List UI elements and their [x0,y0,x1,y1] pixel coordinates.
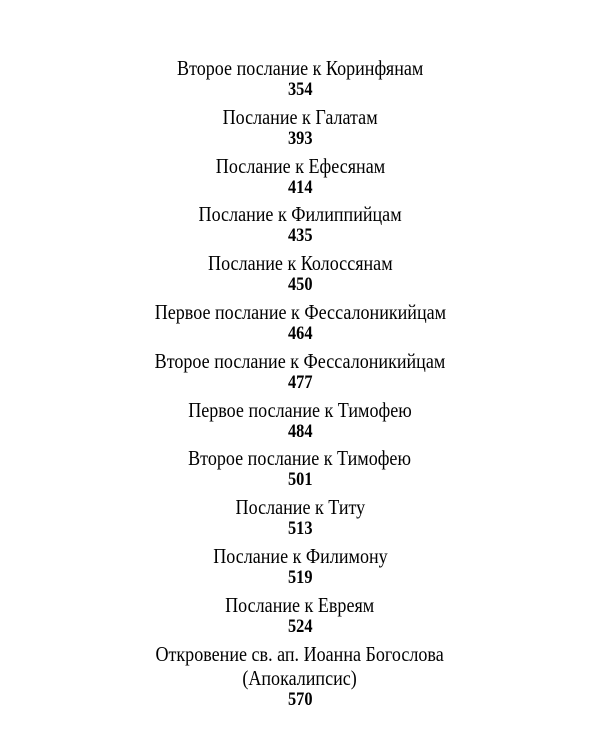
toc-entry-2-thessalonians [131,349,469,398]
toc-entry-title: Первое послание к Тимофею [188,397,412,422]
toc-entry-page: 477 [287,371,313,393]
toc-entry-page: 414 [287,176,313,198]
toc-entry-titus [225,495,376,544]
toc-entry-title: Первое послание к Фессалоникийцам [154,299,446,324]
toc-entry-page: 484 [287,420,313,442]
toc-entry-title: Второе послание к Фессалоникийцам [154,348,446,373]
toc-entry-galatians [210,105,390,154]
toc-entry-page: 501 [287,469,313,491]
toc-entry-page: 393 [287,127,313,149]
toc-entry-ephesians [202,154,399,203]
toc-entry-2-corinthians [157,56,443,105]
toc-entry-title: Второе послание к Коринфянам [176,56,424,80]
toc-entry-1-thessalonians [131,300,470,349]
toc-entry-title: Послание к Ефесянам [215,153,385,178]
toc-entry-title: Послание к Колоссянам [207,251,393,276]
toc-entry-page: 464 [287,322,313,344]
toc-entry-title: Послание к Евреям [225,592,375,617]
toc-entry-title: Послание к Галатам [222,104,378,129]
toc-entry-page: 354 [287,79,313,100]
toc-entry-page: 519 [287,566,313,588]
toc-entry-page: 524 [287,615,313,637]
toc-entry-subtitle: (Апокалипсис) [242,665,358,690]
toc-entry-page: 570 [287,688,313,710]
toc-entry-philippians [182,202,418,251]
toc-entry-title: Откровение св. ап. Иоанна Богослова [155,641,445,666]
toc-entry-title: Послание к Титу [235,495,365,520]
toc-entry-colossians [193,251,408,300]
toc-entry-page: 513 [287,518,313,540]
toc-entry-1-timothy [170,398,430,447]
toc-entry-page: 435 [287,225,313,247]
toc-entry-revelation [132,642,467,710]
toc-entry-philemon [199,544,402,593]
toc-entry-title: Послание к Филимону [212,543,388,568]
toc-entry-hebrews [213,593,386,642]
toc-entry-page: 450 [287,274,313,296]
toc-entry-title: Послание к Филиппийцам [198,202,402,227]
toc-entry-title: Второе послание к Тимофею [188,446,412,471]
table-of-contents [0,56,600,710]
toc-entry-2-timothy [170,446,429,495]
